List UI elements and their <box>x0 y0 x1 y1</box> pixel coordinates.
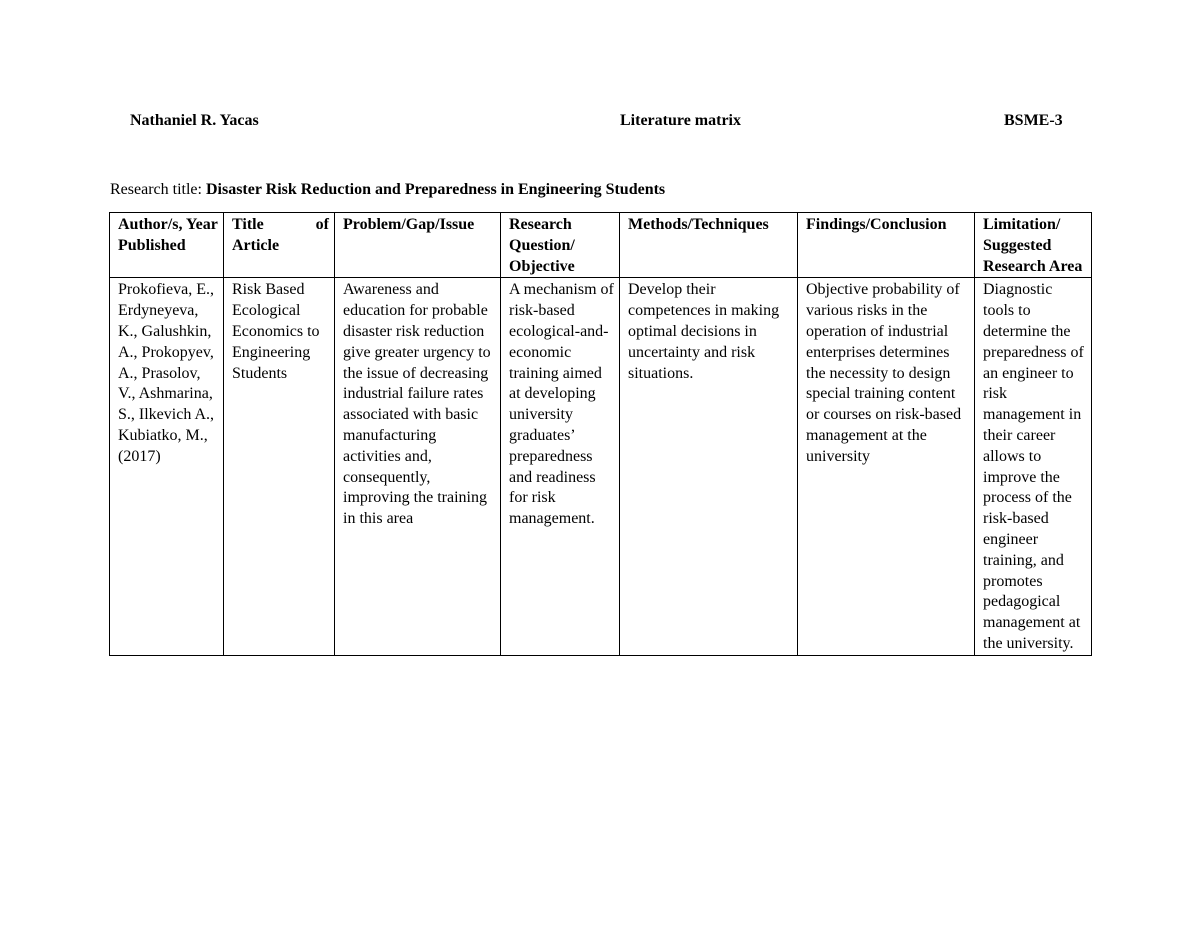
cell-research-question: A mechanism of risk-based ecological-and-economic training aimed at developing university graduates’ preparedness and readiness for risk management. <box>501 278 620 655</box>
table-row <box>110 278 1092 655</box>
header-authors: Author/s, Year Published <box>110 213 224 278</box>
header-of-word: of <box>315 216 329 233</box>
research-title-label: Research title: <box>110 181 202 198</box>
research-title-line <box>110 180 665 200</box>
document-title: Literature matrix <box>620 112 741 129</box>
header-methods: Methods/Techniques <box>620 213 798 278</box>
cell-problem: Awareness and education for probable disaster risk reduction give greater urgency to the issue of decreasing industrial failure rates associated with basic manufacturing activities and, consequently, improving the training in this area <box>335 278 501 655</box>
cell-methods: Develop their competences in making optimal decisions in uncertainty and risk situations. <box>620 278 798 655</box>
author-name: Nathaniel R. Yacas <box>130 112 259 129</box>
research-title-text: Disaster Risk Reduction and Preparedness in Engineering Students <box>205 181 666 198</box>
header-limitation: Limitation/ Suggested Research Area <box>975 213 1092 278</box>
header-research-question: Research Question/ Objective <box>501 213 620 278</box>
header-title-word: Title <box>232 216 264 233</box>
header-problem: Problem/Gap/Issue <box>335 213 501 278</box>
header-article-word: Article <box>232 236 280 254</box>
literature-matrix-table <box>109 212 1092 656</box>
cell-findings: Objective probability of various risks in the operation of industrial enterprises determines the necessity to design special training content or courses on risk-based management at the university <box>798 278 975 655</box>
header-title-of-article <box>224 213 335 278</box>
header-findings: Findings/Conclusion <box>798 213 975 278</box>
course-section: BSME-3 <box>1004 112 1063 129</box>
cell-authors: Prokofieva, E., Erdyneyeva, K., Galushkin, A., Prokopyev, A., Prasolov, V., Ashmarina, S., Ilkevich A., Kubiatko, M., (2017) <box>110 278 224 655</box>
cell-limitation: Diagnostic tools to determine the preparedness of an engineer to risk management in their career allows to improve the process of the risk-based engineer training, and promotes pedagogical management at the university. <box>975 278 1092 655</box>
cell-title: Risk Based Ecological Economics to Engineering Students <box>224 278 335 655</box>
table-header-row <box>110 213 1092 278</box>
